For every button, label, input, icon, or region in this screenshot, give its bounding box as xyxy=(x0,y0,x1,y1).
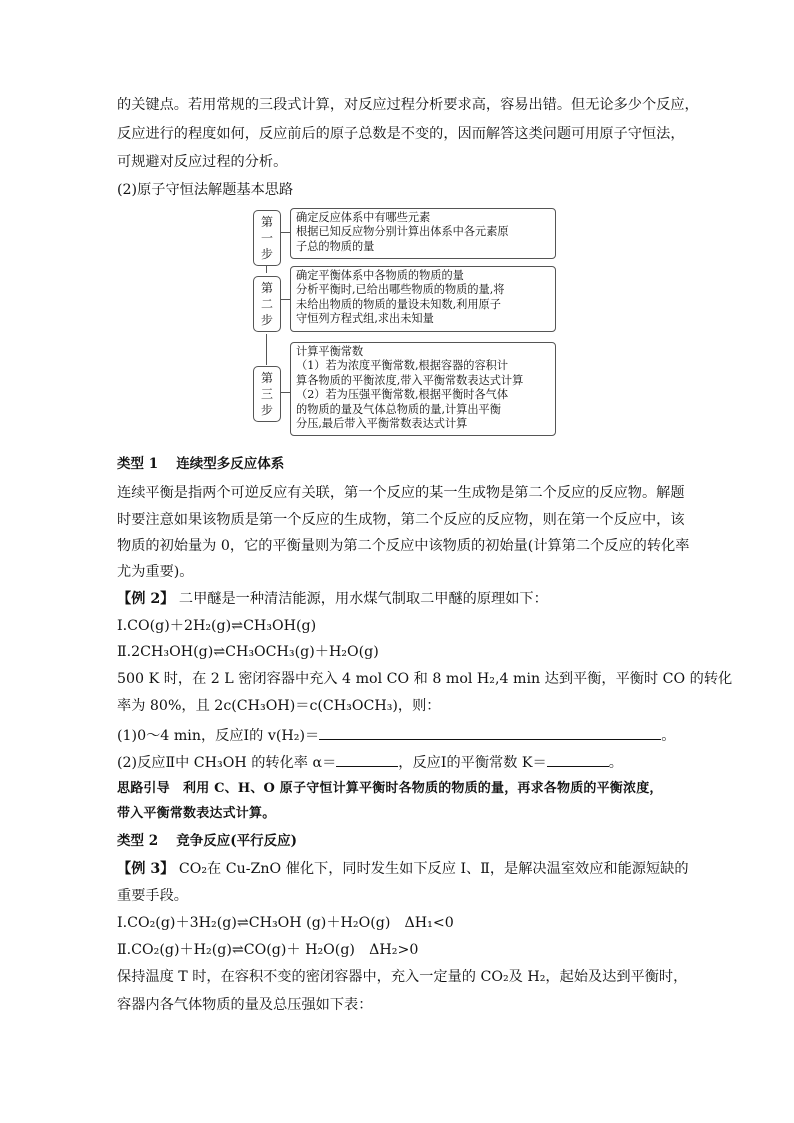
question-1-end: 。 xyxy=(661,728,676,744)
step-3-label: 第 三 步 xyxy=(253,366,281,422)
example2-condition-line: 率为 80%，且 2c(CH₃OH)＝c(CH₃OCH₃)，则： xyxy=(117,698,441,714)
section-subheading: (2)原子守恒法解题基本思路 xyxy=(117,182,294,198)
example2-condition-line: 500 K 时，在 2 L 密闭容器中充入 4 mol CO 和 8 mol H₂,4 min 达到平衡，平衡时 CO 的转化 xyxy=(117,671,733,687)
example3-reaction-1: Ⅰ.CO₂(g)＋3H₂(g)⇌CH₃OH (g)＋H₂O(g) ΔH₁<0 xyxy=(117,915,454,931)
type2-heading: 类型 2 竞争反应(平行反应) xyxy=(117,833,298,849)
connector-line xyxy=(280,299,290,300)
example3-intro-text: CO₂在 Cu-ZnO 催化下，同时发生如下反应 Ⅰ、Ⅱ，是解决温室效应和能源短缺的 xyxy=(174,861,689,877)
example2-intro-text: 二甲醚是一种清洁能源，用水煤气制取二甲醚的原理如下： xyxy=(178,591,548,607)
example2-intro xyxy=(117,589,548,609)
type1-heading: 类型 1 连续型多反应体系 xyxy=(117,456,285,472)
flowchart xyxy=(248,207,548,443)
step-1-box: 确定反应体系中有哪些元素 根据已知反应物分别计算出体系中各元素原 子总的物质的量 xyxy=(290,208,556,259)
example3-intro-line-2: 重要手段。 xyxy=(117,888,188,904)
connector-line xyxy=(266,334,267,365)
example3-intro xyxy=(117,859,689,879)
step-1-label: 第 一 步 xyxy=(253,210,281,266)
answer-blank[interactable] xyxy=(547,752,609,767)
intro-line-3: 可规避对反应过程的分析。 xyxy=(117,154,288,170)
intro-line-2: 反应进行的程度如何，反应前后的原子总数是不变的，因而解答这类问题可用原子守恒法， xyxy=(117,126,685,142)
answer-blank[interactable] xyxy=(336,752,398,767)
question-2-text-a: (2)反应Ⅱ中 CH₃OH 的转化率 α＝ xyxy=(117,755,337,771)
intro-line-1: 的关键点。若用常规的三段式计算，对反应过程分析要求高，容易出错。但无论多少个反应， xyxy=(117,97,699,113)
question-1-text: (1)0～4 min，反应Ⅰ的 v(H₂)＝ xyxy=(117,728,320,744)
example3-paragraph-line: 保持温度 T 时，在容积不变的密闭容器中，充入一定量的 CO₂及 H₂，起始及达到平衡时， xyxy=(117,969,688,985)
example2-reaction-1: Ⅰ.CO(g)＋2H₂(g)⇌CH₃OH(g) xyxy=(117,618,317,634)
type1-paragraph-line: 时要注意如果该物质是第一个反应的生成物，第二个反应的反应物，则在第一个反应中，该 xyxy=(117,512,685,528)
connector-line xyxy=(280,392,290,393)
question-2-text-b: ，反应Ⅰ的平衡常数 K＝ xyxy=(398,755,547,771)
connector-line xyxy=(280,232,290,233)
example3-paragraph-line: 容器内各气体物质的量及总压强如下表： xyxy=(117,997,373,1013)
hint-line-2: 带入平衡常数表达式计算。 xyxy=(117,806,276,821)
step-3-box: 计算平衡常数 （1）若为浓度平衡常数,根据容器的容积计 算各物质的平衡浓度,带入平衡常数表达式计算 （2）若为压强平衡常数,根据平衡时各气体 的物质的量及气体总物质的量,计算出平衡 分压,最后带入平衡常数表达式计算 xyxy=(290,342,556,436)
example2-reaction-2: Ⅱ.2CH₃OH(g)⇌CH₃OCH₃(g)＋H₂O(g) xyxy=(117,644,379,660)
question-2-end: 。 xyxy=(608,755,623,771)
example2-tag: 【例 2】 xyxy=(117,591,175,607)
step-2-box: 确定平衡体系中各物质的物质的量 分析平衡时,已给出哪些物质的物质的量,将 未给出物质的物质的量设未知数,利用原子 守恒列方程式组,求出未知量 xyxy=(290,266,556,332)
example3-tag: 【例 3】 xyxy=(117,861,175,877)
type1-paragraph-line: 物质的初始量为 0，它的平衡量则为第二个反应中该物质的初始量(计算第二个反应的转化率 xyxy=(117,538,690,554)
example2-question-2 xyxy=(117,752,623,773)
hint-line-1: 思路引导 利用 C、H、O 原子守恒计算平衡时各物质的物质的量，再求各物质的平衡浓度， xyxy=(117,781,663,796)
example3-reaction-2: Ⅱ.CO₂(g)＋H₂(g)⇌CO(g)＋ H₂O(g) ΔH₂>0 xyxy=(117,942,419,958)
type1-paragraph-line: 连续平衡是指两个可逆反应有关联，第一个反应的某一生成物是第二个反应的反应物。解题 xyxy=(117,485,685,501)
example2-question-1 xyxy=(117,725,675,746)
step-2-label: 第 二 步 xyxy=(253,276,281,332)
answer-blank[interactable] xyxy=(319,725,661,740)
type1-paragraph-line: 尤为重要)。 xyxy=(117,564,194,580)
